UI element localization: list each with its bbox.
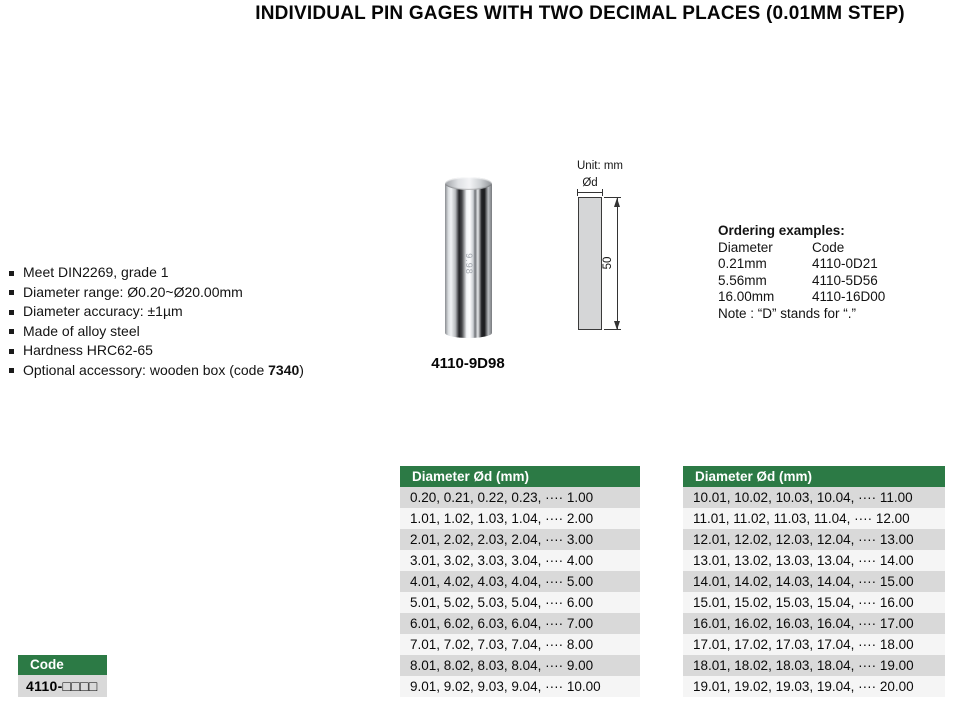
pin-outline-drawing [578, 197, 602, 330]
feature-item [8, 322, 304, 342]
table-row: 0.20, 0.21, 0.22, 0.23, ···· 1.00 [400, 487, 640, 508]
feature-text: Diameter accuracy: ±1µm [23, 303, 183, 319]
ordering-row: 5.56mm 4110-5D56 [718, 272, 878, 288]
feature-text: Optional accessory: wooden box (code 7340) [23, 361, 304, 378]
code-box-value: 4110-□□□□ [18, 675, 107, 697]
table-row: 2.01, 2.02, 2.03, 2.04, ···· 3.00 [400, 529, 640, 550]
ordering-row: 16.00mm 4110-16D00 [718, 289, 886, 304]
product-code-label: 4110-9D98 [431, 355, 505, 372]
table-row: 4.01, 4.02, 4.03, 4.04, ···· 5.00 [400, 571, 640, 592]
feature-list [8, 263, 304, 380]
square-bullet-icon [9, 349, 14, 354]
table-row: 12.01, 12.02, 12.03, 12.04, ···· 13.00 [683, 529, 945, 550]
length-dimension-line [617, 198, 618, 330]
ordering-heading: Ordering examples: [718, 223, 845, 238]
feature-text: Meet DIN2269, grade 1 [23, 264, 169, 280]
table-header: Diameter Ød (mm) [683, 466, 945, 487]
table-row: 6.01, 6.02, 6.03, 6.04, ···· 7.00 [400, 613, 640, 634]
code-box [18, 655, 107, 697]
feature-item [8, 361, 304, 381]
table-row: 15.01, 15.02, 15.03, 15.04, ···· 16.00 [683, 592, 945, 613]
ordering-col-code: Code [812, 239, 845, 255]
dimension-tick [577, 189, 578, 196]
page-title: INDIVIDUAL PIN GAGES WITH TWO DECIMAL PLACES (0.01MM STEP) [255, 3, 905, 24]
table-row: 14.01, 14.02, 14.03, 14.04, ···· 15.00 [683, 571, 945, 592]
pin-top-face [445, 177, 492, 190]
ordering-col-diameter: Diameter [718, 239, 773, 255]
feature-text: Hardness HRC62-65 [23, 342, 153, 358]
square-bullet-icon [9, 290, 14, 295]
ordering-row: 0.21mm 4110-0D21 [718, 256, 878, 271]
square-bullet-icon [9, 310, 14, 315]
ordering-examples [718, 223, 961, 322]
square-bullet-icon [9, 271, 14, 276]
table-row: 10.01, 10.02, 10.03, 10.04, ···· 11.00 [683, 487, 945, 508]
diameter-dimension-label: Ød [582, 177, 598, 189]
table-row: 13.01, 13.02, 13.03, 13.04, ···· 14.00 [683, 550, 945, 571]
diameter-dimension-line [578, 192, 602, 193]
ordering-note: Note : “D” stands for “.” [718, 305, 857, 321]
dimension-tick [602, 189, 603, 196]
unit-label: Unit: mm [577, 160, 623, 172]
table-row: 16.01, 16.02, 16.03, 16.04, ···· 17.00 [683, 613, 945, 634]
length-dimension-label: 50 [602, 256, 614, 270]
feature-text: Diameter range: Ø0.20~Ø20.00mm [23, 283, 243, 300]
square-bullet-icon [9, 329, 14, 334]
pin-gage-photo [445, 177, 492, 339]
feature-item [8, 283, 304, 303]
pin-cylinder [445, 183, 492, 338]
code-box-header: Code [18, 655, 107, 675]
feature-item [8, 302, 304, 322]
feature-item [8, 263, 304, 283]
pin-engraving: 9.98 [463, 252, 474, 275]
table-row: 7.01, 7.02, 7.03, 7.04, ···· 8.00 [400, 634, 640, 655]
arrow-down-icon [614, 321, 620, 330]
table-row: 11.01, 11.02, 11.03, 11.04, ···· 12.00 [683, 508, 945, 529]
table-row: 9.01, 9.02, 9.03, 9.04, ···· 10.00 [400, 676, 640, 697]
table-row: 1.01, 1.02, 1.03, 1.04, ···· 2.00 [400, 508, 640, 529]
table-row: 5.01, 5.02, 5.03, 5.04, ···· 6.00 [400, 592, 640, 613]
table-header: Diameter Ød (mm) [400, 466, 640, 487]
table-row: 18.01, 18.02, 18.03, 18.04, ···· 19.00 [683, 655, 945, 676]
feature-item [8, 341, 304, 361]
diameter-table-left [400, 466, 640, 697]
ordering-header-row [718, 240, 961, 257]
table-row: 3.01, 3.02, 3.03, 3.04, ···· 4.00 [400, 550, 640, 571]
square-bullet-icon [9, 368, 14, 373]
arrow-up-icon [614, 198, 620, 207]
table-row: 17.01, 17.02, 17.03, 17.04, ···· 18.00 [683, 634, 945, 655]
table-row: 19.01, 19.02, 19.03, 19.04, ···· 20.00 [683, 676, 945, 697]
diameter-table-right [683, 466, 945, 697]
feature-text: Made of alloy steel [23, 322, 140, 339]
table-row: 8.01, 8.02, 8.03, 8.04, ···· 9.00 [400, 655, 640, 676]
